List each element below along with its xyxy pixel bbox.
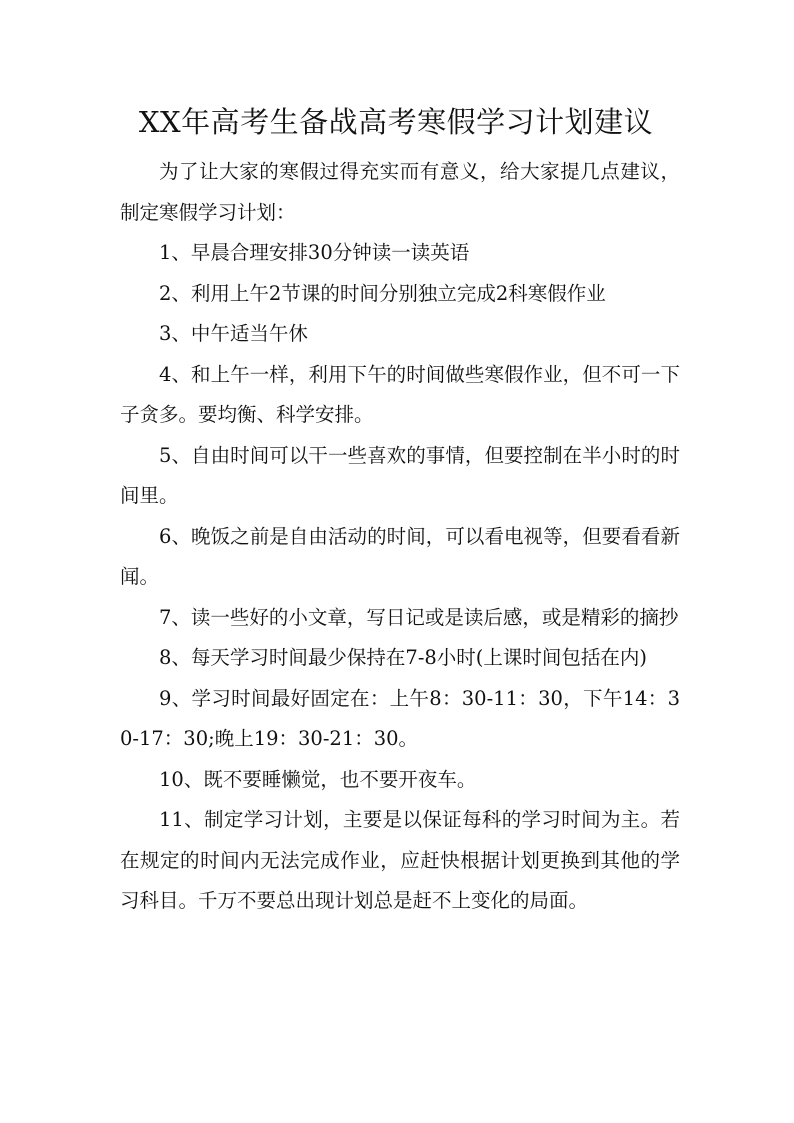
list-item-8: 8、每天学习时间最少保持在7-8小时(上课时间包括在内) [159, 646, 648, 669]
document-body [120, 152, 680, 922]
list-item-7: 7、读一些好的小文章，写日记或是读后感，或是精彩的摘抄 [159, 605, 679, 629]
list-item-3: 3、中午适当午休 [159, 322, 308, 345]
list-item-1: 1、早晨合理安排30分钟读一读英语 [159, 241, 470, 264]
list-item-2: 2、利用上午2节课的时间分别独立完成2科寒假作业 [159, 281, 606, 305]
list-item-5: 5、自由时间可以干一些喜欢的事情，但要控制在半小时的时间里。 [120, 443, 680, 507]
list-item-6: 6、晚饭之前是自由活动的时间，可以看电视等，但要看看新闻。 [120, 524, 680, 588]
list-item-11: 11、制定学习计划，主要是以保证每科的学习时间为主。若在规定的时间内无法完成作业，应赶快根据计划更换到其他的学习科目。千万不要总出现计划总是赶不上变化的局面。 [120, 808, 680, 912]
document-title: XX年高考生备战高考寒假学习计划建议 [138, 105, 654, 139]
intro-paragraph: 为了让大家的寒假过得充实而有意义，给大家提几点建议，制定寒假学习计划： [120, 160, 680, 224]
list-item-9: 9、学习时间最好固定在：上午8：30-11：30，下午14：30-17：30;晚上19：30-21：30。 [120, 686, 680, 750]
list-item-10: 10、既不要睡懒觉，也不要开夜车。 [159, 767, 477, 791]
list-item-4: 4、和上午一样，利用下午的时间做些寒假作业，但不可一下子贪多。要均衡、科学安排。 [120, 362, 680, 426]
